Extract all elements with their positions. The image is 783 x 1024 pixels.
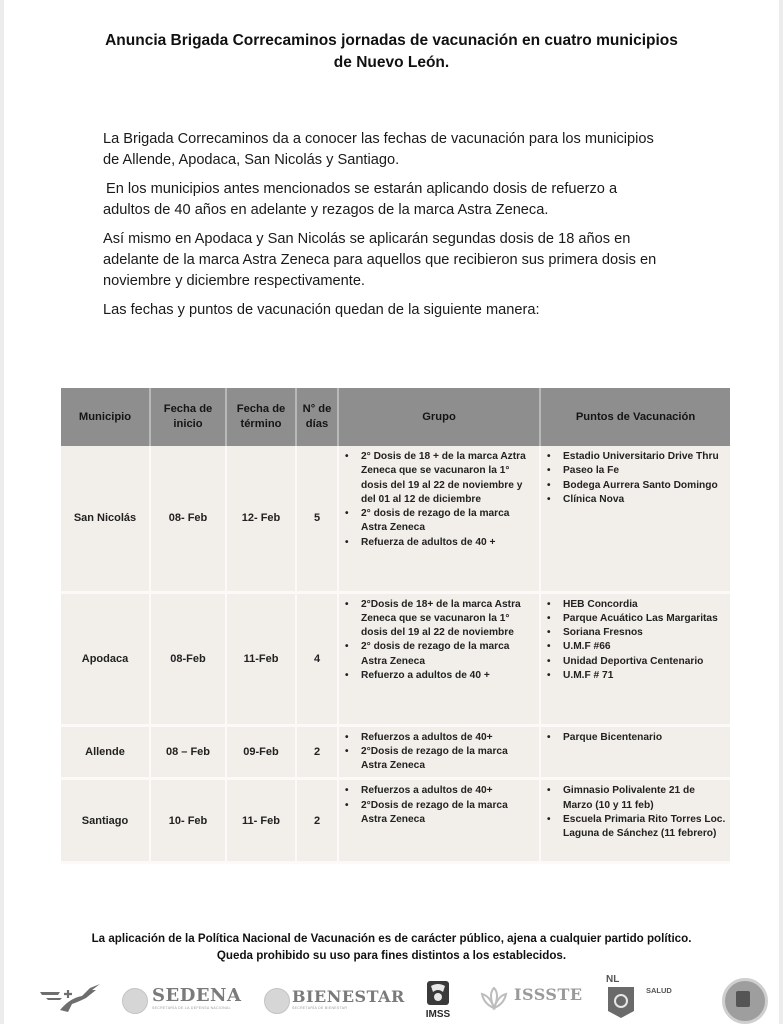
- list-item: • Gimnasio Polivalente 21 de Marzo (10 y 11 feb): [563, 784, 726, 813]
- table-header-row: [61, 388, 730, 446]
- paragraph-booster: En los municipios antes mencionados se estarán aplicando dosis de refuerzo a adultos de 40 años en adelante y rezagos de la marca Astra Zeneca.: [103, 181, 618, 218]
- table-row: [61, 779, 730, 863]
- cell-puntos: [540, 779, 730, 863]
- paragraph-intro: La Brigada Correcaminos da a conocer las fechas de vacunación para los municipios de Allende, Apodaca, San Nicolás y Santiago.: [103, 131, 654, 168]
- list-item: • 2°Dosis de rezago de la marca Astra Zeneca: [361, 745, 535, 774]
- cell-grupo: [338, 779, 540, 863]
- cell-num-dias: 2: [296, 725, 338, 779]
- cell-fecha-termino: 11-Feb: [226, 592, 296, 725]
- list-item: • Refuerza de adultos de 40 +: [361, 536, 535, 550]
- list-item: • Refuerzos a adultos de 40+: [361, 784, 535, 798]
- cell-fecha-termino: 11- Feb: [226, 779, 296, 863]
- cell-fecha-inicio: 08- Feb: [150, 446, 226, 592]
- correcaminos-logo-icon: [38, 978, 104, 1014]
- vaccination-schedule-table: [61, 388, 730, 864]
- page-edge-left: [0, 0, 4, 1024]
- cell-municipio: San Nicolás: [61, 446, 150, 592]
- logo-strip: [0, 972, 783, 1024]
- state-seal-icon: [722, 978, 768, 1024]
- imss-wordmark: IMSS: [425, 1009, 451, 1020]
- header-num-dias: N° de días: [296, 388, 338, 446]
- list-item: • Paseo la Fe: [563, 464, 726, 478]
- list-item: • Soriana Fresnos: [563, 626, 726, 640]
- grupo-list: [339, 731, 535, 774]
- list-item: • Parque Bicentenario: [563, 731, 726, 745]
- cell-fecha-termino: 09-Feb: [226, 725, 296, 779]
- puntos-list: [541, 731, 726, 745]
- cell-num-dias: 2: [296, 779, 338, 863]
- cell-grupo: [338, 592, 540, 725]
- cell-grupo: [338, 446, 540, 592]
- puntos-list: [541, 450, 726, 507]
- document-body: [103, 129, 663, 329]
- salud-wordmark: SALUD: [646, 986, 672, 995]
- list-item: • Parque Acuático Las Margaritas: [563, 612, 726, 626]
- table-row: [61, 592, 730, 725]
- paragraph-second-doses: Así mismo en Apodaca y San Nicolás se aplicarán segundas dosis de 18 años en adelante de la marca Astra Zeneca para aquellos que recibieron sus primera dosis en noviembre y diciembre respectivamente.: [103, 231, 657, 289]
- list-item: • 2° dosis de rezago de la marca Astra Zeneca: [361, 507, 535, 536]
- list-item: • 2° dosis de rezago de la marca Astra Zeneca: [361, 640, 535, 669]
- cell-municipio: Santiago: [61, 779, 150, 863]
- list-item: • Refuerzos a adultos de 40+: [361, 731, 535, 745]
- table-row: [61, 446, 730, 592]
- header-grupo: Grupo: [338, 388, 540, 446]
- list-item: • 2° Dosis de 18 + de la marca Aztra Zeneca que se vacunaron la 1° dosis del 19 al 22 de noviembre y del 01 al 12 de diciembre: [361, 450, 535, 507]
- cell-municipio: Allende: [61, 725, 150, 779]
- sedena-logo: [152, 986, 241, 1010]
- issste-logo: [514, 986, 583, 1004]
- footer-disclaimer: [40, 930, 743, 964]
- list-item: • U.M.F #66: [563, 640, 726, 654]
- list-item: • Refuerzo a adultos de 40 +: [361, 669, 535, 683]
- grupo-list: [339, 450, 535, 550]
- grupo-list: [339, 598, 535, 684]
- table-row: [61, 725, 730, 779]
- nl-shield-icon: [606, 985, 636, 1019]
- imss-logo: [424, 980, 452, 1024]
- cell-num-dias: 5: [296, 446, 338, 592]
- list-item: • Escuela Primaria Rito Torres Loc. Laguna de Sánchez (11 febrero): [563, 813, 726, 842]
- sedena-subtitle: SECRETARÍA DE LA DEFENSA NACIONAL: [152, 1006, 231, 1010]
- nl-wordmark: NL: [606, 974, 620, 985]
- bienestar-logo: [292, 987, 405, 1010]
- header-puntos: Puntos de Vacunación: [540, 388, 730, 446]
- mexico-seal-icon: [264, 988, 290, 1014]
- cell-puntos: [540, 592, 730, 725]
- mexico-seal-icon: [122, 988, 148, 1014]
- grupo-list: [339, 784, 535, 827]
- footer-line-2: Queda prohibido su uso para fines distintos a los establecidos.: [216, 949, 567, 962]
- list-item: • Estadio Universitario Drive Thru: [563, 450, 726, 464]
- footer-line-1: La aplicación de la Política Nacional de Vacunación es de carácter público, ajena a cualquier partido político.: [91, 932, 692, 945]
- cell-num-dias: 4: [296, 592, 338, 725]
- list-item: • Clínica Nova: [563, 493, 726, 507]
- header-fecha-inicio: Fecha de inicio: [150, 388, 226, 446]
- cell-grupo: [338, 725, 540, 779]
- list-item: • HEB Concordia: [563, 598, 726, 612]
- header-municipio: Municipio: [61, 388, 150, 446]
- sedena-wordmark: SEDENA: [152, 985, 242, 1006]
- issste-wordmark: ISSSTE: [514, 985, 583, 1004]
- puntos-list: [541, 598, 726, 684]
- bienestar-wordmark: BIENESTAR: [292, 987, 405, 1006]
- bienestar-subtitle: SECRETARÍA DE BIENESTAR: [292, 1006, 348, 1010]
- cell-fecha-inicio: 08 – Feb: [150, 725, 226, 779]
- issste-flower-icon: [478, 984, 510, 1012]
- cell-puntos: [540, 725, 730, 779]
- list-item: • Unidad Deportiva Centenario: [563, 655, 726, 669]
- nl-salud-logo: [606, 974, 640, 1024]
- list-item: • U.M.F # 71: [563, 669, 726, 683]
- page-edge-right: [779, 0, 783, 1024]
- imss-emblem-icon: [426, 980, 450, 1006]
- list-item: • 2°Dosis de rezago de la marca Astra Zeneca: [361, 799, 535, 828]
- cell-fecha-inicio: 10- Feb: [150, 779, 226, 863]
- cell-puntos: [540, 446, 730, 592]
- cell-fecha-inicio: 08-Feb: [150, 592, 226, 725]
- list-item: • Bodega Aurrera Santo Domingo: [563, 479, 726, 493]
- document-title: Anuncia Brigada Correcaminos jornadas de vacunación en cuatro municipios de Nuevo León.: [105, 32, 678, 71]
- puntos-list: [541, 784, 726, 841]
- header-fecha-termino: Fecha de término: [226, 388, 296, 446]
- cell-municipio: Apodaca: [61, 592, 150, 725]
- paragraph-schedule-intro: Las fechas y puntos de vacunación quedan de la siguiente manera:: [103, 302, 540, 318]
- list-item: • 2°Dosis de 18+ de la marca Astra Zeneca que se vacunaron la 1° dosis del 19 al 22 de noviembre: [361, 598, 535, 641]
- cell-fecha-termino: 12- Feb: [226, 446, 296, 592]
